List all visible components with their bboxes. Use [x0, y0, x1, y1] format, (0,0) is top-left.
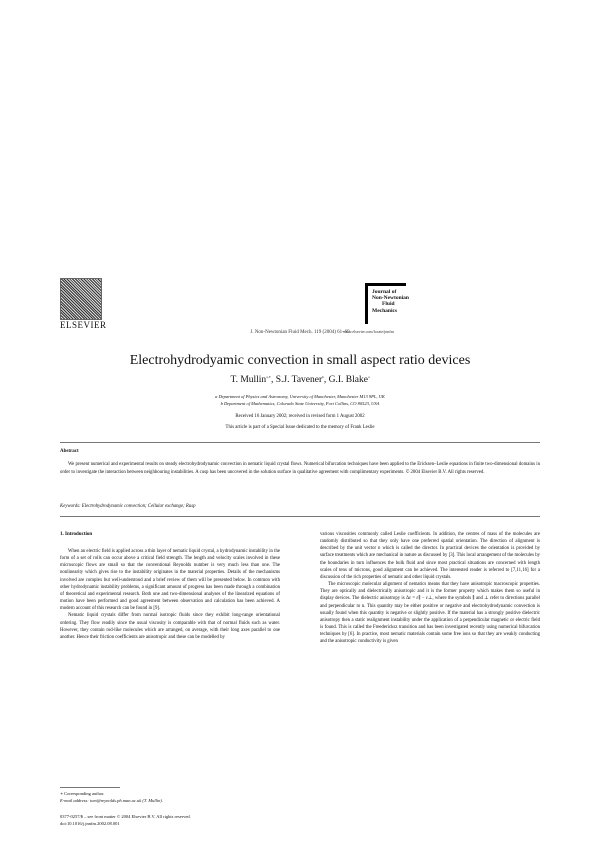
footnote-rule: [60, 787, 120, 788]
paragraph: Nematic liquid crystals differ from normal isotropic fluids since they exhibit long-range orientational ordering. They flow readily since the usual viscosity is comparable with that of normal fluids such as water. However, they contain rod-like molecules which are arranged, on average, with their long axes parallel to one another. Hence their friction coefficients are anisotropic and these can be modelled by: [60, 613, 280, 640]
section-heading: 1. Introduction: [60, 532, 93, 537]
journal-logo-line: Non-Newtonian: [372, 295, 409, 302]
author-name: , S.J. Tavener: [271, 375, 323, 386]
issn-block: [60, 813, 360, 827]
author-affil-marker: a,∗: [266, 375, 271, 379]
author-name: , G.I. Blake: [323, 375, 368, 386]
article-title: Electrohydrodyamic convection in small aspect ratio devices: [129, 353, 471, 368]
left-column: [60, 548, 280, 641]
divider-top: [60, 442, 540, 443]
journal-logo-line: Mechanics: [372, 307, 398, 314]
abstract-copyright: © 2004 Elsevier B.V. All rights reserved.: [405, 470, 485, 475]
affiliation-b: b Department of Mathematics, Colorado State University, Fort Collins, CO 80523, USA: [220, 401, 380, 406]
elsevier-tree-logo: [60, 278, 102, 320]
journal-logo-text: [372, 289, 432, 314]
author-list: [0, 375, 600, 385]
abstract-text: [60, 461, 540, 477]
journal-url[interactable]: www.elsevier.com/locate/jnnfm: [343, 329, 394, 334]
right-column: [320, 531, 540, 646]
affiliation-a: a Department of Physics and Astronomy, University of Manchester, Manchester M13 9PL, UK: [215, 394, 385, 399]
abstract-heading: Abstract: [60, 449, 79, 454]
paragraph: various viscosities commonly called Leslie coefficients. In addition, the centres of mass of the molecules are randomly distributed so that they only have one preferred spatial orientation. The direction of alignment is described by the unit vector n which is called the director. In practical devices the orientation is provided by surface treatments which are mechanical in nature as discussed by [3]. This local arrangement of the molecules by the boundaries in turn influences the bulk fluid and since most practical situations are concerned with length scales of tens of microns, good alignment can be achieved. The interested reader is referred to [7,11,16] for a discussion of the rich properties of nematic and other liquid crystals.: [320, 532, 540, 580]
footnote-block: [60, 790, 280, 804]
author-affil-marker: a: [367, 375, 370, 379]
publisher-logo-text: ELSEVIER: [60, 320, 107, 330]
abstract-body: We present numerical and experimental results on steady electrohydrodynamic convection in nematic liquid crystal flows. Numerical bifurcation techniques have been applied to the Ericksen–Leslie equations in finite two-dimensional domains in order to investigate the interaction between neighbouring instabilities. A cusp has been uncovered in the solution surface in qualitative agreement with complimentary experiments.: [60, 462, 540, 475]
doi-line[interactable]: doi:10.1016/j.jnnfm.2002.08.001: [60, 821, 120, 826]
author-affil-marker: b: [322, 375, 324, 379]
corresponding-author-note: ∗ Corresponding author.: [60, 791, 105, 796]
keywords: Keywords: Electrohydrodynamic convection; Cellular exchange; Rusp: [60, 504, 196, 509]
special-issue-note: This article is part of a Special Issue dedicated to the memory of Frank Leslie: [225, 425, 375, 430]
author-name: T. Mullin: [230, 375, 267, 386]
paragraph: The microscopic molecular alignment of nematics means that they have anisotropic macroscopic properties. They are optically and dielectrically anisotropic and it is the former property which makes them so useful in display devices. The dielectric anisotropy is Δε = ε∥ − ε⊥, where the symbols ∥ and ⊥ refer to directions parallel and perpendicular to n. This quantity may be either positive or negative and electrohydrodynamic convection is usually found when this quantity is negative or slightly positive. If the material has a strongly positive dielectric anisotropy then a static realignment instability under the application of a perpendicular magnetic or electric field is found. This is called the Freedericksz transition and has been investigated recently using numerical bifurcation techniques by [6]. In practice, most nematic materials contain some free ions so that they are weakly conducting and the anisotropic conductivity is given: [320, 582, 540, 645]
journal-logo-line: Journal of: [372, 289, 397, 295]
divider-bottom: [60, 516, 540, 517]
journal-logo-line: Fluid: [382, 301, 395, 308]
paragraph: When an electric field is applied across a thin layer of nematic liquid crystal, a hydrodynamic instability in the form of a set of rolls can occur above a critical field strength. The length and velocity scales involved in these microscopic flows are small so that the conventional Reynolds number is very much less than one. The nonlinearity which gives rise to the instability originates in the material properties. Details of the mechanisms involved are complex but well-understood and a brief review of them will be presented below. In common with other hydrodynamic instability problems, a significant amount of progress has been made through a combination of theoretical and experimental research. Both one and two-dimensional analyses of the linearized equations of motion have been performed and good agreement between observation and calculation has been achieved. A modern account of this research can be found in [9].: [60, 549, 280, 612]
issn-line: 0377-0257/$ – see front matter © 2004 Elsevier B.V. All rights reserved.: [60, 814, 191, 819]
journal-citation: J. Non-Newtonian Fluid Mech. 119 (2004) 61–69: [250, 330, 350, 335]
email-note[interactable]: E-mail address: tom@reynolds.ph.man.ac.uk (T. Mullin).: [60, 798, 163, 803]
received-dates: Received 16 January 2002; received in revised form 1 August 2002: [235, 414, 365, 419]
